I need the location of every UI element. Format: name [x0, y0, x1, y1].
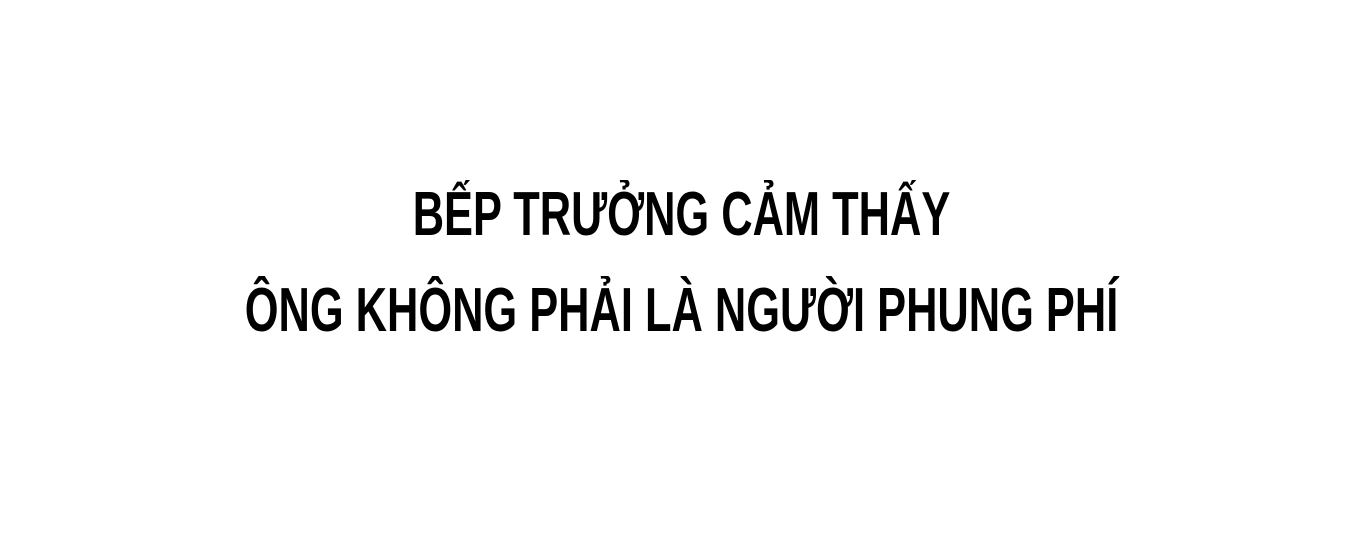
caption-line-2: ÔNG KHÔNG PHẢI LÀ NGƯỜI PHUNG PHÍ: [244, 276, 1119, 345]
caption-line-1: BẾP TRƯỞNG CẢM THẤY: [412, 180, 951, 249]
